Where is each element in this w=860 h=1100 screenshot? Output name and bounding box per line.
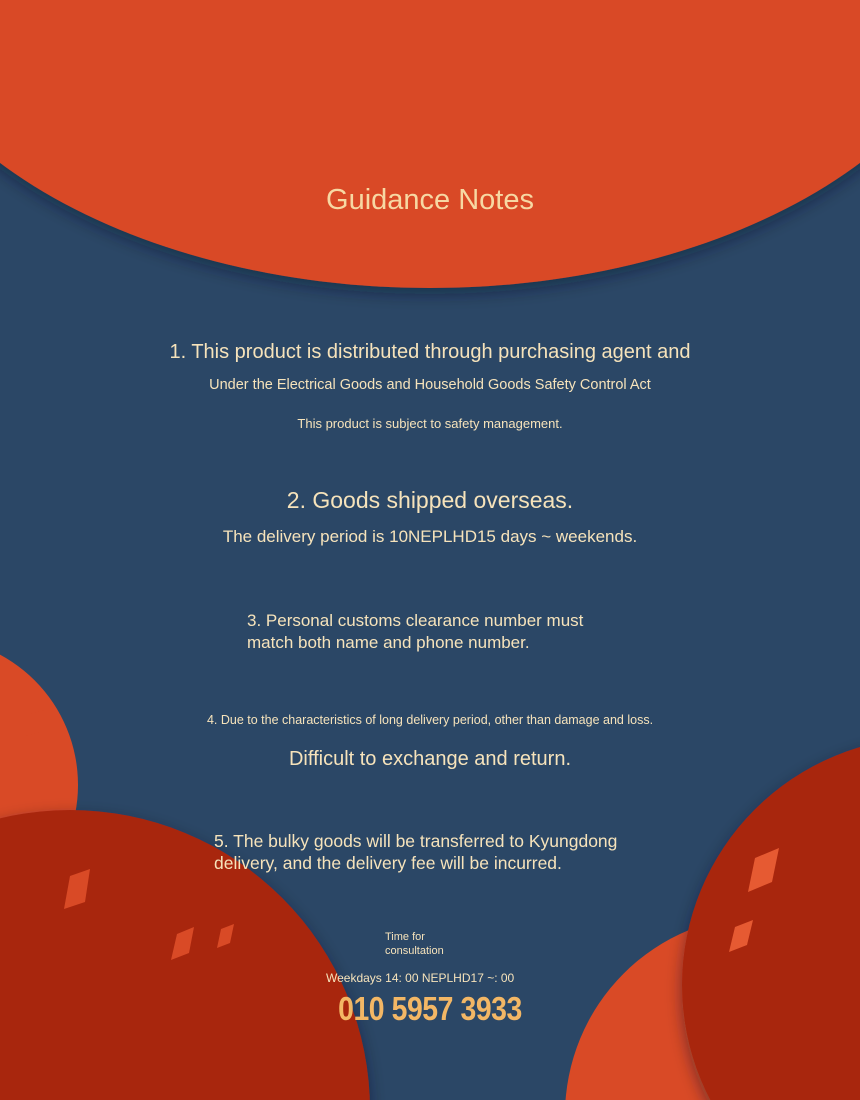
- top-orange-circle: [0, 0, 860, 288]
- phone-number: 010 5957 3933: [338, 990, 522, 1027]
- consultation-label-line-1: Time for: [385, 931, 425, 943]
- note-4-detail: Difficult to exchange and return.: [288, 748, 572, 770]
- note-1-subdetail: This product is subject to safety management.: [297, 416, 563, 431]
- note-3: [247, 610, 667, 654]
- consultation-hours: Weekdays 14: 00 NEPLHD17 ~: 00: [326, 971, 515, 985]
- note-5-line-2: delivery, and the delivery fee will be incurred.: [214, 853, 562, 873]
- right-red-circle: [682, 737, 860, 1100]
- note-1-heading: 1. This product is distributed through purchasing agent and: [169, 341, 691, 363]
- note-4-heading: 4. Due to the characteristics of long delivery period, other than damage and loss.: [206, 713, 654, 727]
- note-2-heading: 2. Goods shipped overseas.: [286, 487, 574, 513]
- note-5: [214, 830, 674, 874]
- consultation-label: [385, 930, 465, 958]
- note-5-line-1: 5. The bulky goods will be transferred to Kyungdong: [214, 831, 618, 851]
- page-title: Guidance Notes: [326, 184, 534, 216]
- consultation-label-line-2: consultation: [385, 945, 444, 957]
- note-1-detail: Under the Electrical Goods and Household Goods Safety Control Act: [209, 377, 651, 393]
- note-2-detail: The delivery period is 10NEPLHD15 days ~ weekends.: [222, 527, 638, 546]
- note-3-line-1: 3. Personal customs clearance number must: [247, 611, 584, 630]
- note-3-line-2: match both name and phone number.: [247, 633, 530, 652]
